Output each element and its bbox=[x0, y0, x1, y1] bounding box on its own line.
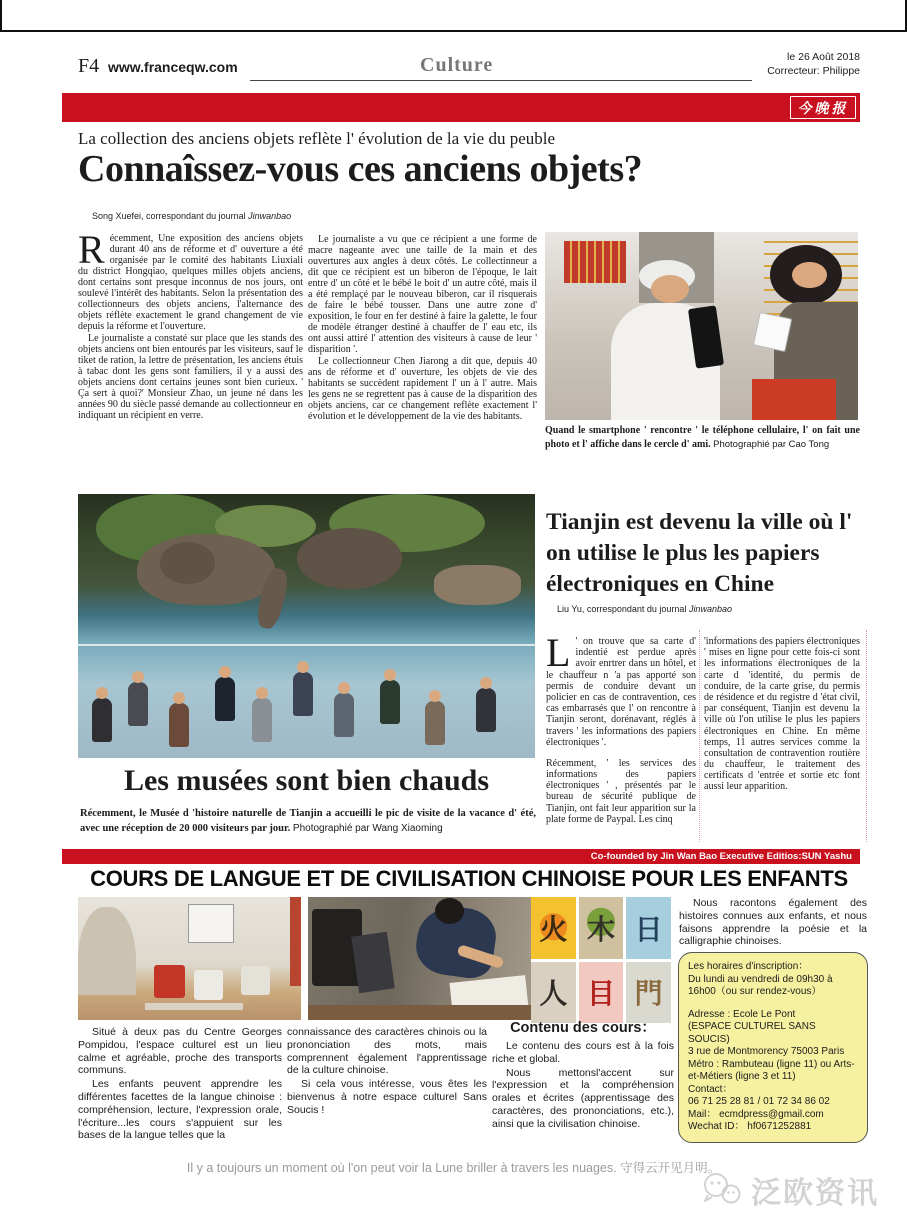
article1-column1 bbox=[78, 227, 303, 421]
column-divider-right bbox=[866, 630, 867, 842]
photo-detail bbox=[792, 262, 826, 288]
photo-detail bbox=[145, 1003, 243, 1010]
photoB-caption bbox=[80, 806, 536, 837]
course-column3 bbox=[492, 1040, 674, 1131]
issue-date: le 26 Août 2018 bbox=[787, 51, 860, 63]
photoA-caption-text: Quand le smartphone ' rencontre ' le téléphone cellulaire, l' on fait une photo et l' affiche dans le cercle d' ami. bbox=[545, 425, 860, 450]
photo-visitor bbox=[380, 680, 400, 724]
course-content-heading: Contenu des cours： bbox=[510, 1020, 656, 1036]
crop-mark-left bbox=[0, 0, 2, 32]
article1-byline bbox=[92, 211, 291, 221]
article3-column1 bbox=[546, 626, 696, 835]
jinwanbao-logo-text: 今晚报 bbox=[797, 100, 849, 117]
photo-detail bbox=[160, 542, 215, 584]
photo-detail bbox=[290, 897, 301, 986]
column-divider bbox=[699, 630, 700, 842]
photo-museum-elephants bbox=[78, 494, 535, 758]
masthead-banner bbox=[62, 93, 860, 122]
infobox-line: 06 71 25 28 81 / 01 72 34 86 02 bbox=[688, 1096, 830, 1107]
article3-byline-journal: Jinwanbao bbox=[688, 604, 732, 614]
wechat-bubbles-icon bbox=[699, 1169, 745, 1211]
brand-text: 泛欧资讯 bbox=[751, 1177, 879, 1210]
photo-visitor bbox=[425, 701, 445, 745]
photo-detail bbox=[188, 904, 235, 943]
photo-visitor bbox=[169, 703, 189, 747]
character-card-person: 人 bbox=[531, 962, 576, 1024]
photo-detail bbox=[435, 898, 464, 924]
article3-byline bbox=[557, 604, 732, 614]
photoB-caption-text: Récemment, le Musée d 'histoire naturelle de Tianjin a accueilli le pic de visite de la vacance d' été, avec une réception de 20 000 visiteurs par jour. bbox=[80, 808, 536, 835]
article1-col1-p2: Le journaliste a constaté sur place que les stands des objets anciens ont bien entourés par les visiteurs, sauf le tiket de ration, la lettre de présentation, les anciens étuis à tabac dont les gens sont familiers, il y a aussi des objets anciens dont certains jeunes sont bien curieux. ' Ça sert à quoi?' Monsieur Zhao, un jeune né dans les années 90 du siècle passé demande au collectionneur en indiquant un récipient en verre. bbox=[78, 333, 303, 421]
infobox-line: (ESPACE CULTUREL SANS SOUCIS) bbox=[688, 1021, 816, 1045]
character-card-sun: 日 bbox=[626, 897, 671, 959]
photo-character-cards bbox=[531, 897, 671, 1023]
photo-detail bbox=[564, 241, 627, 282]
section-title: Culture bbox=[420, 54, 494, 76]
photo-detail bbox=[297, 528, 402, 589]
photo-visitor bbox=[215, 677, 235, 721]
photo-visitor bbox=[92, 698, 112, 742]
photo-detail bbox=[154, 965, 185, 998]
corrector: Correcteur: Philippe bbox=[767, 64, 860, 77]
cofounder-strip bbox=[62, 849, 860, 864]
date-block bbox=[767, 51, 860, 78]
course-column1 bbox=[78, 1026, 282, 1142]
photo-visitor bbox=[128, 682, 148, 726]
course-column2 bbox=[287, 1026, 487, 1117]
article1-kicker: La collection des anciens objets reflète l' évolution de la vie du peuble bbox=[78, 129, 556, 148]
article1-dropcap: R bbox=[78, 227, 105, 272]
course-headline: COURS DE LANGUE ET DE CIVILISATION CHINOISE POUR LES ENFANTS bbox=[90, 866, 848, 891]
page-number: F4 bbox=[78, 55, 100, 77]
infobox-line: 3 rue de Montmorency 75003 Paris bbox=[688, 1046, 845, 1057]
photo-detail bbox=[351, 932, 394, 993]
character-card-eye: 目 bbox=[579, 962, 624, 1024]
photo-visitor bbox=[334, 693, 354, 737]
character-card-wood: 木 bbox=[579, 897, 624, 959]
article1-col2-p1: Le journaliste a vu que ce récipient a une forme de macre nageante avec une taille de la main et des ouvertures aux angles à deux côtés. Le collectinneur a dit que ce récipient est un biberon de l'époque, le lait entre d' un côté et le bébé le boit d' un autre côté, mais il a été remplaçé par le nouveau biberon, car il risquerais de faire le bébé tousser. Dans une autre zone d' exposition, le four en fer destiné à faire la galette, le four de modèle étranger destiné à chauffer de l' eau etc, ils ont aussi attiré l' attention des visiteurs à cause de leur ' disparition '. bbox=[308, 234, 537, 355]
photoA-credit: Photographié par Cao Tong bbox=[713, 439, 830, 450]
registration-info-box bbox=[678, 952, 868, 1143]
header-rule bbox=[250, 80, 752, 81]
photo-detail bbox=[434, 565, 521, 605]
photo-calligraphy bbox=[308, 897, 531, 1020]
top-rule bbox=[0, 30, 907, 32]
photo-visitor bbox=[293, 672, 313, 716]
character-card-fire: 火 bbox=[531, 897, 576, 959]
course-col1-p1: Situé à deux pas du Centre Georges Pompidou, l'espace culturel est un lieu calme et agréable, proche des transports communs. bbox=[78, 1026, 282, 1077]
article3-col2-p1: 'informations des papiers électroniques ' mises en ligne pour cette fois-ci sont les informations électroniques de la carte d 'identité, du permis de conduire, de la carte grise, du permis de résidence et du registre d 'état civil, par conséquent, Tianjin est devenu la ville où l'on utilise le plus les papiers électroniques en Chine. En même temps, 11 autres services comme la consultation de contravention routière du chauffeur, le traitement des certificats d 'entrée et sortie etc font aussi leur apparition. bbox=[704, 636, 860, 793]
course-col4-p1: Nous racontons également des histoires connues aux enfants, et nous faisons apprendre la poésie et la calligraphie chinoises. bbox=[679, 897, 867, 948]
article3-col1-p2: Récemment, ' les services des informations des papiers électroniques ' , présentés par le bureau de sécurité publique de Tianjin, ont fait leur apparition sur la plate forme de Paypal. Les cinq bbox=[546, 757, 696, 825]
course-col3-p1: Le contenu des cours est à la fois riche et global. bbox=[492, 1040, 674, 1065]
photo-detail bbox=[78, 907, 136, 996]
article1-headline: Connaîssez-vous ces anciens objets? bbox=[78, 148, 643, 190]
article3-column2 bbox=[704, 626, 860, 803]
article1-col1-p1: écemment, Une exposition des anciens objets durant 40 ans de réforme et d' ouverture a été organisée par le comité des habitants Liuxiali du district Hongqiao, quelques milles objets anciens, dont certains sont presque inconnus de nos jours, ont soulevé l'intérêt des habitants. Selon la présentation des collectionneurs des objets anciens, l'alternance des objets réflète exactement le grand changement de vie depuis la réforme et l'ouverture. bbox=[78, 233, 303, 332]
infobox-line: Du lundi au vendredi de 09h30 à 16h00（ou sur rendez-vous） bbox=[688, 973, 833, 997]
photo-detail bbox=[753, 312, 793, 352]
article3-dropcap: L bbox=[546, 630, 571, 675]
website-url: www.franceqw.com bbox=[108, 59, 238, 75]
article2-headline: Les musées sont bien chauds bbox=[123, 764, 490, 797]
infobox-line: Wechat ID： hf0671252881 bbox=[688, 1121, 812, 1132]
jinwanbao-logo bbox=[790, 96, 856, 119]
article3-byline-text: Liu Yu, correspondant du journal bbox=[557, 604, 689, 614]
photo-visitor bbox=[252, 698, 272, 742]
course-col2-p1: connaissance des caractères chinois ou la prononciation des mots, mais comprennent également l'apprentissage de la culture chinoise. bbox=[287, 1026, 487, 1077]
photo-detail bbox=[241, 966, 270, 996]
article3-headline: Tianjin est devenu la ville où l' on utilise le plus les papiers électroniques en Chine bbox=[546, 509, 853, 598]
cofounder-text: Co-founded by Jin Wan Bao Executive Editios:SUN Yashu bbox=[590, 851, 852, 862]
article1-col2-p2: Le collectionneur Chen Jiarong a dit que, depuis 40 ans de réforme et d' ouverture, les objets de vie des habitants se succèdent rapidement l' un à l' autre. Mais les gens ne se regrettent pas à cause de la disparition des objets anciens, car ce changement reflète exactement l' évolution et le développement de la vie des habitants. bbox=[308, 356, 537, 422]
course-column4 bbox=[679, 897, 867, 948]
article3-paragraph bbox=[546, 630, 696, 748]
character-card-gate: 門 bbox=[626, 962, 671, 1024]
photoB-credit: Photographié par Wang Xiaoming bbox=[292, 823, 443, 835]
photoA-caption bbox=[545, 424, 860, 452]
article3-col1-p1: ' on trouve que sa carte d' indentié est perdue après avoir enrtrer dans un hôtel, et le chauffeur n 'a pas apporté son permis de conduire devant un policier en cas de contravention, ces cas embarrasés que l' on rencontre à Tianjin seront, dorénavant, réglés à travers ' les informations des papiers électroniques '. bbox=[546, 636, 696, 748]
article1-byline-journal: Jinwanbao bbox=[248, 211, 292, 221]
photo-detail bbox=[194, 970, 223, 1001]
course-col1-p2: Les enfants peuvent apprendre les différentes facettes de la langue chinoise : compréhension, lecture, l'expression orale, l'écriture...les cours s'appuient sur les bases de la langue telles que la bbox=[78, 1078, 282, 1142]
infobox-line: Métro : Rambuteau (ligne 11) ou Arts-et-Métiers (ligne 3 et 11) bbox=[688, 1058, 855, 1082]
infobox-line: Mail： ecmdpress@gmail.com bbox=[688, 1108, 824, 1120]
brand-logo bbox=[699, 1168, 879, 1212]
infobox-line: Adresse : Ecole Le Pont bbox=[688, 1008, 796, 1020]
photo-classroom bbox=[78, 897, 301, 1020]
photo-detail bbox=[78, 644, 535, 646]
course-col2-p2: Si cela vous intéresse, vous êtes les bienvenus à notre espace culturel Sans Soucis ! bbox=[287, 1078, 487, 1116]
photo-smartphone-meeting bbox=[545, 232, 858, 420]
photo-detail bbox=[752, 379, 837, 420]
infobox-line: Les horaires d'inscription： bbox=[688, 961, 809, 972]
article1-byline-text: Song Xuefei, correspondant du journal bbox=[92, 211, 249, 221]
infobox-line: Contact： bbox=[688, 1083, 733, 1095]
article1-paragraph bbox=[78, 227, 303, 332]
article1-column2 bbox=[308, 233, 537, 422]
photo-visitor bbox=[476, 688, 496, 732]
footer-quote: Il y a toujours un moment où l'on peut voir la Lune briller à travers les nuages. 守得云开见月明。 bbox=[186, 1161, 721, 1175]
course-col3-p2: Nous mettonsl'accent sur l'expression et la compréhension orales et écrites (apprentissage des caractères, des prononciations, etc.), ainsi que la civilisation chinoise. bbox=[492, 1066, 674, 1130]
